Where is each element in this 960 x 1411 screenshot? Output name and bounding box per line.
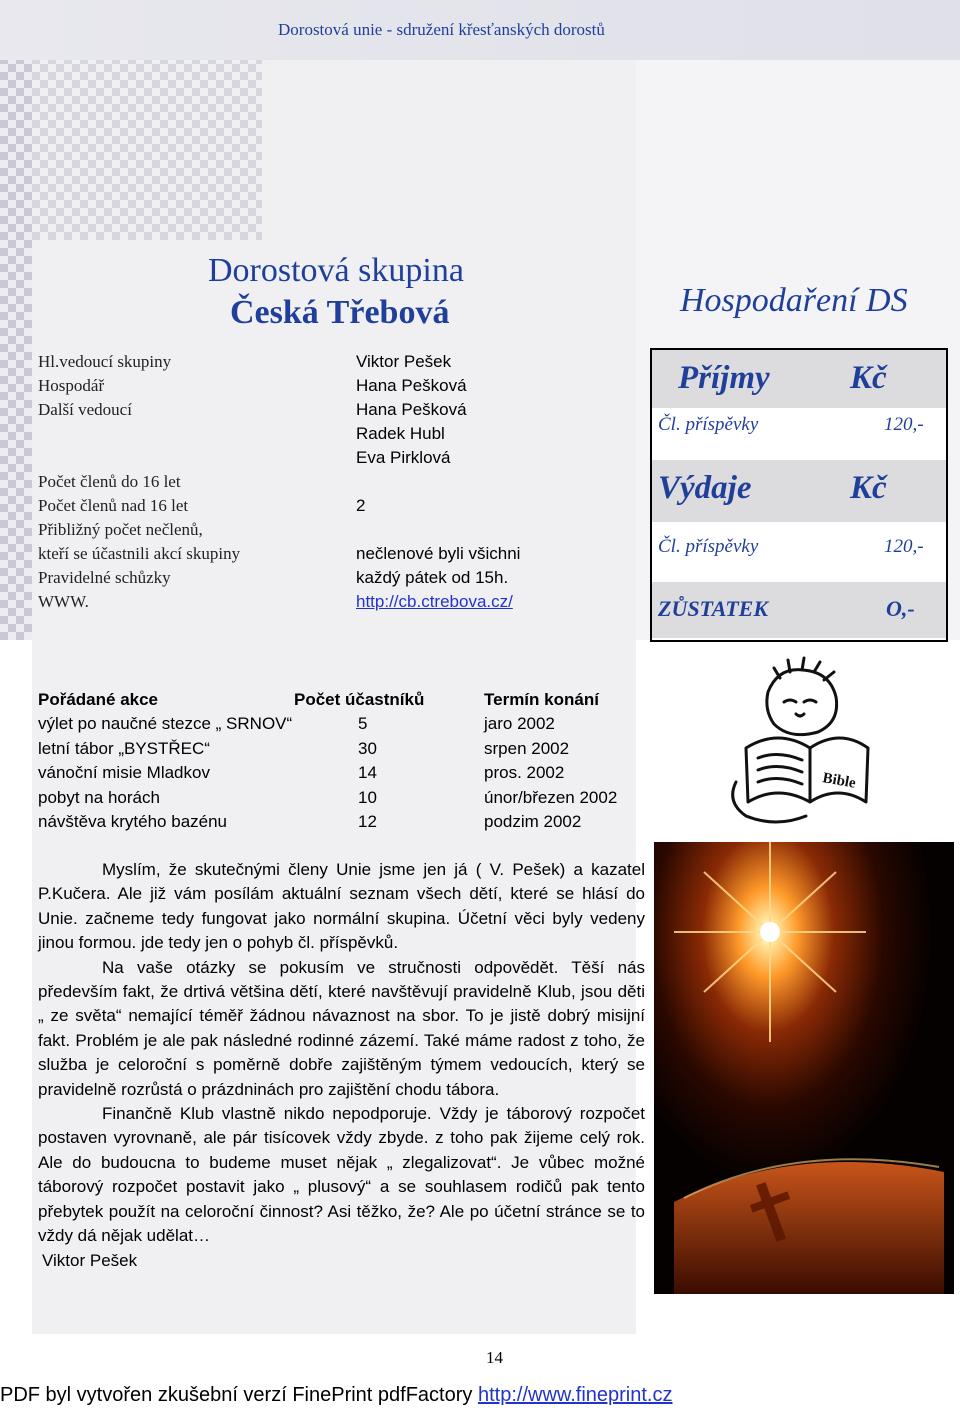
expense-item: Čl. příspěvky xyxy=(658,536,759,557)
income-value: 120,- xyxy=(884,414,924,435)
footer-link[interactable]: http://www.fineprint.cz xyxy=(477,1384,673,1406)
income-currency: Kč xyxy=(850,360,887,396)
value-leader-3: Eva Pirklová xyxy=(356,448,451,467)
header-band xyxy=(0,0,960,60)
body-text xyxy=(38,858,645,1273)
event-date: pros. 2002 xyxy=(484,763,565,782)
event-name: návštěva krytého bazénu xyxy=(38,812,228,831)
event-count: 12 xyxy=(358,812,377,831)
label-treasurer: Hospodář xyxy=(38,376,105,395)
group-title-line2: Česká Třebová xyxy=(230,294,450,331)
value-spacer-2 xyxy=(356,518,520,542)
paragraph-1: Myslím, že skutečnými členy Unie jsme jen já ( V. Pešek) a kazatel P.Kučera. Ale již vám posílám aktuální seznam všech dětí, které se hlásí do Unie. začneme tedy fungovat jako normální skupina. Účetní věci byly vedeny jinou formou. jde tedy jen o pohyb čl. příspěvků. xyxy=(38,860,645,953)
label-members-under-16: Počet členů do 16 let xyxy=(38,472,181,491)
label-leader: Hl.vedoucí skupiny xyxy=(38,352,172,371)
expense-label: Výdaje xyxy=(658,470,752,506)
events-header-count: Počet účastníků xyxy=(294,690,425,709)
event-date: jaro 2002 xyxy=(484,714,555,733)
footer-text: PDF byl vytvořen zkušební verzí FinePrint pdfFactory xyxy=(0,1384,473,1406)
value-nonmembers: nečlenové byli všichni xyxy=(356,544,521,563)
label-other-leaders: Další vedoucí xyxy=(38,400,132,419)
event-name: výlet po naučné stezce „ SRNOV“ xyxy=(38,714,293,733)
info-labels xyxy=(38,350,240,614)
income-label: Příjmy xyxy=(678,360,770,396)
checker-decoration xyxy=(0,0,32,640)
paragraph-2: Na vaše otázky se pokusím ve stručnosti odpovědět. Těší nás především fakt, že drtivá většina dětí, které navštěvují pravidelně Klub, jsou děti „ ze světa“ nemající téměř žádnou návaznost na sbor. To je jistě dobrý misijní fakt. Problém je ale pak následné rodinné zázemí. Také máme radost z toho, že služba je celoroční s poměrně dobře zajištěným týmem vedoucích, který se pravidelně rozrůstá o prázdninách pro zajištění chodu tábora. xyxy=(38,957,645,1099)
balance-label: ZŮSTATEK xyxy=(658,596,769,621)
footer xyxy=(0,1384,673,1407)
event-name: vánoční misie Mladkov xyxy=(38,763,210,782)
value-members-over-16: 2 xyxy=(356,496,366,515)
label-nonmembers-2: kteří se účastnili akcí skupiny xyxy=(38,544,241,563)
label-nonmembers-1: Přibližný počet nečlenů, xyxy=(38,520,203,539)
events-table xyxy=(38,688,678,838)
balance-value: O,- xyxy=(886,596,915,621)
info-values xyxy=(356,350,520,614)
value-leader-2: Radek Hubl xyxy=(356,424,445,443)
page-number: 14 xyxy=(486,1348,503,1367)
label-www: WWW. xyxy=(38,592,89,611)
event-date: podzim 2002 xyxy=(484,812,582,831)
event-date: únor/březen 2002 xyxy=(484,788,618,807)
event-name: letní tábor „BYSTŘEC“ xyxy=(38,739,210,758)
group-title-line1: Dorostová skupina xyxy=(208,252,464,289)
expense-currency: Kč xyxy=(850,470,887,506)
label-members-over-16: Počet členů nad 16 let xyxy=(38,496,189,515)
event-name: pobyt na horách xyxy=(38,788,160,807)
value-leader-1: Hana Pešková xyxy=(356,400,467,419)
boy-reading-bible-illustration xyxy=(718,652,878,832)
bible-label: Bible xyxy=(821,770,857,792)
label-spacer xyxy=(38,422,240,470)
event-count: 30 xyxy=(358,739,377,758)
label-meetings: Pravidelné schůzky xyxy=(38,568,171,587)
value-spacer xyxy=(356,470,520,494)
event-count: 5 xyxy=(358,714,368,733)
event-count: 14 xyxy=(358,763,377,782)
value-treasurer: Hana Pešková xyxy=(356,376,467,395)
event-date: srpen 2002 xyxy=(484,739,570,758)
header-title: Dorostová unie - sdružení křesťanských dorostů xyxy=(278,20,605,39)
event-count: 10 xyxy=(358,788,377,807)
events-header-date: Termín konání xyxy=(484,690,599,709)
expense-value: 120,- xyxy=(884,536,924,557)
paragraph-3: Finančně Klub vlastně nikdo nepodporuje. Vždy je táborový rozpočet postaven vyrovnaně, ale pár tisícovek vždy zbyde. z toho pak žijeme celý rok. Ale do budoucna to budeme muset nějak „ zlegalizovat“. Je vůbec možné táborový rozpočet postavit jako „ plusový“ a se souhlasem rodičů pak tento přebytek použít na celoroční činnost? Asi těžko, že? Ale po účetní stránce se to vždy dá nějak udělat… xyxy=(38,1104,645,1246)
value-leader: Viktor Pešek xyxy=(356,352,452,371)
finance-table xyxy=(650,348,948,642)
events-header-name: Pořádané akce xyxy=(38,690,159,709)
signature: Viktor Pešek xyxy=(42,1250,138,1270)
value-meetings: každý pátek od 15h. xyxy=(356,568,509,587)
website-link[interactable]: http://cb.ctrebova.cz/ xyxy=(356,592,513,611)
candle-bible-photo xyxy=(654,842,954,1294)
finance-title: Hospodaření DS xyxy=(680,282,908,319)
income-item: Čl. příspěvky xyxy=(658,414,759,435)
